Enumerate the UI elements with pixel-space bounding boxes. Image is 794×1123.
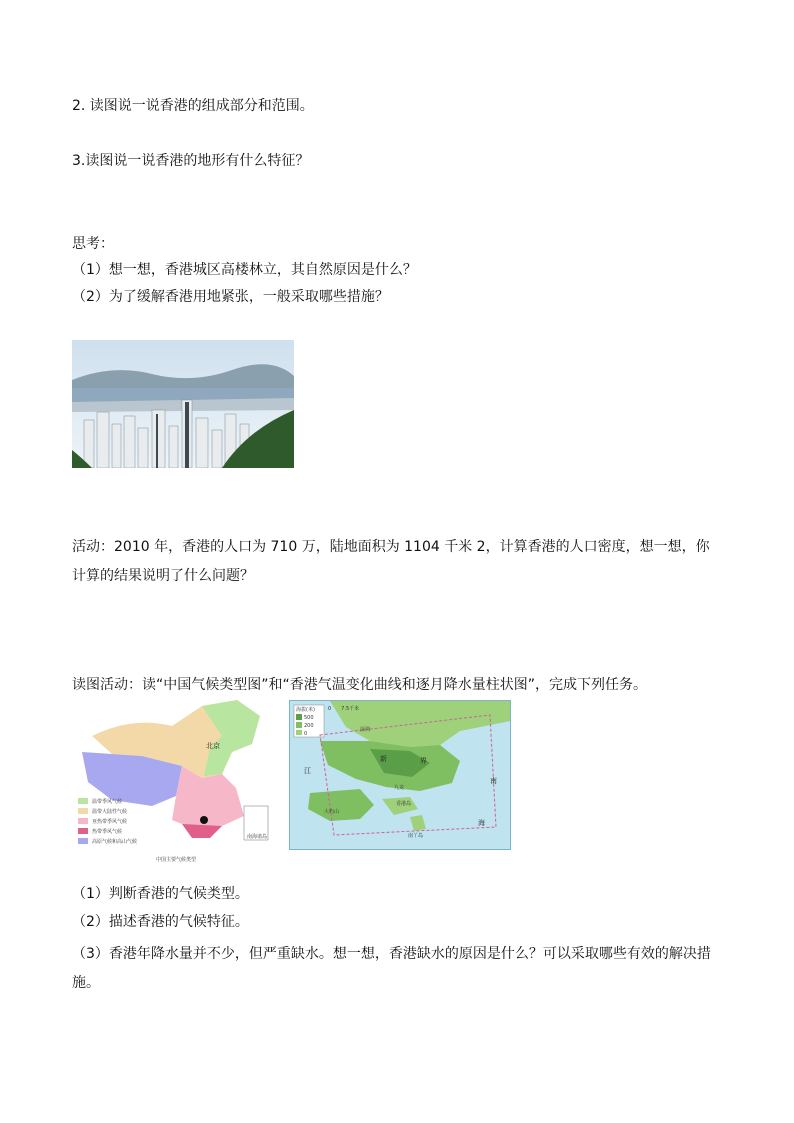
beijing-label: 北京	[206, 742, 220, 750]
thinking-heading: 思考：	[72, 236, 114, 252]
map-activity-text: 读图活动：读“中国气候类型图”和“香港气温变化曲线和逐月降水量柱状图”，完成下列任务。	[72, 677, 648, 693]
map-label: 南丫岛	[408, 833, 424, 839]
south-china-sea-islands-label: 南海诸岛	[247, 834, 268, 840]
map-label: 九龙	[394, 785, 405, 791]
map-label: 南	[490, 777, 497, 785]
hong-kong-skyline-photo	[72, 340, 294, 468]
legend-label: 亚热带季风气候	[92, 819, 128, 825]
map-label: 香港岛	[396, 801, 412, 807]
map-label: 江	[304, 767, 311, 775]
hong-kong-topographic-map	[289, 700, 511, 850]
map-label: 深圳	[360, 727, 371, 733]
map-label: 新	[380, 755, 387, 763]
thinking-item-2: （2）为了缓解香港用地紧张，一般采取哪些措施？	[72, 289, 389, 305]
china-map-caption: 中国主要气候类型	[156, 857, 197, 863]
question-2: 2. 读图说一说香港的组成部分和范围。	[72, 98, 314, 114]
activity-text: 活动：2010 年，香港的人口为 710 万，陆地面积为 1104 千米 2，计算香港的人口密度，想一想，你计算的结果说明了什么问题？	[72, 539, 710, 584]
elevation-legend-value: 500	[304, 715, 314, 721]
legend-label: 高原气候和高山气候	[92, 839, 138, 845]
elevation-legend-value: 0	[304, 731, 308, 737]
map-label: 海	[478, 819, 485, 827]
legend-label: 温带大陆性气候	[92, 809, 128, 815]
map-scale-label: 0 7.5千米	[328, 706, 360, 712]
elevation-legend-value: 200	[304, 723, 314, 729]
map-task-1: （1）判断香港的气候类型。	[72, 886, 249, 902]
map-label: 大屿山	[324, 809, 340, 815]
elevation-legend-title: 海拔(米)	[296, 707, 315, 713]
thinking-item-1: （1）想一想，香港城区高楼林立，其自然原因是什么？	[72, 262, 417, 278]
map-label: 界	[420, 757, 427, 765]
map-task-2: （2）描述香港的气候特征。	[72, 914, 249, 930]
china-climate-map	[72, 696, 272, 866]
map-task-3: （3）香港年降水量并不少，但严重缺水。想一想，香港缺水的原因是什么？可以采取哪些有效的解决措施。	[72, 946, 711, 991]
legend-label: 热带季风气候	[92, 829, 123, 835]
legend-label: 温带季风气候	[92, 799, 123, 805]
question-3: 3.读图说一说香港的地形有什么特征？	[72, 153, 310, 169]
